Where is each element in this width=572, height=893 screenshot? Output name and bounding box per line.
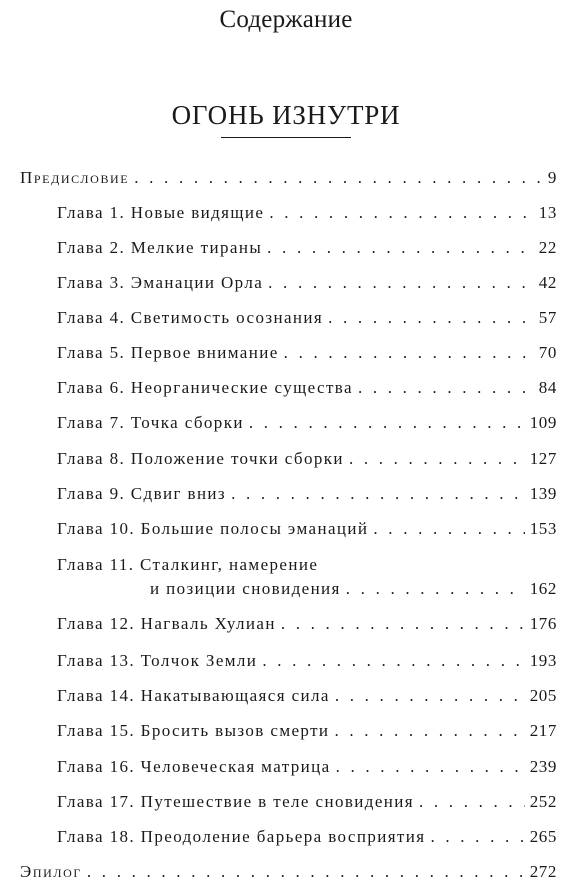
dot-leader: [334, 721, 524, 741]
toc-entry-label: Глава 10. Большие полосы эманаций: [57, 519, 369, 538]
toc-entry-label: Глава 2. Мелкие тираны: [57, 238, 263, 257]
toc-page-number: 265: [529, 827, 557, 846]
dot-leader: [335, 686, 525, 706]
toc-page-number: 109: [529, 413, 557, 432]
toc-page-number: 205: [529, 686, 557, 705]
dot-leader: [430, 827, 524, 847]
toc-page-number: 139: [529, 484, 557, 503]
toc-page-number: 84: [538, 378, 557, 397]
toc-page-number: 70: [538, 343, 557, 362]
toc-entry-label: Глава 13. Толчок Земли: [57, 651, 258, 670]
toc-entry-label: Глава 15. Бросить вызов смерти: [57, 721, 330, 740]
toc-page-number: 13: [538, 203, 557, 222]
toc-page-number: 9: [547, 168, 557, 187]
toc-page-number: 252: [529, 792, 557, 811]
toc-entry-label: Предисловие: [20, 168, 130, 187]
dot-leader: [419, 792, 525, 812]
toc-entry-label: Глава 1. Новые видящие: [57, 203, 265, 222]
toc-entry-label-continued: и позиции сновидения: [150, 579, 341, 598]
toc-entry-label: Глава 3. Эманации Орла: [57, 273, 264, 292]
toc-page-number: 153: [529, 519, 557, 538]
toc-entry-label: Глава 9. Сдвиг вниз: [57, 484, 227, 503]
dot-leader: [284, 343, 534, 363]
toc-entry-label: Глава 6. Неорганические существа: [57, 378, 353, 397]
dot-leader: [328, 308, 534, 328]
toc-page-number: 239: [529, 757, 557, 776]
toc-page-number: 162: [529, 579, 557, 598]
toc-entry-label: Глава 4. Светимость осознания: [57, 308, 324, 327]
dot-leader: [134, 168, 543, 188]
toc-entry-label: Глава 5. Первое внимание: [57, 343, 279, 362]
dot-leader: [336, 757, 525, 777]
dot-leader: [231, 484, 525, 504]
toc-page-number: 176: [529, 614, 557, 633]
dot-leader: [262, 651, 524, 671]
toc-entry-label: Глава 7. Точка сборки: [57, 413, 244, 432]
toc-entry-label: Глава 12. Нагваль Хулиан: [57, 614, 276, 633]
toc-entry-label: Глава 17. Путешествие в теле сновидения: [57, 792, 414, 811]
toc-entry-label: Глава 8. Положение точки сборки: [57, 449, 344, 468]
toc-page-number: 57: [538, 308, 557, 327]
dot-leader: [269, 203, 533, 223]
toc-entry-label: Глава 18. Преодоление барьера восприятия: [57, 827, 426, 846]
toc-page-number: 272: [529, 862, 557, 881]
toc-page-number: 22: [538, 238, 557, 257]
toc-entry-label: Глава 11. Сталкинг, намерение: [57, 555, 319, 574]
dot-leader: [268, 273, 534, 293]
book-title: ОГОНЬ ИЗНУТРИ: [171, 100, 401, 130]
toc-page-number: 42: [538, 273, 557, 292]
dot-leader: [373, 519, 524, 539]
toc-entry-label: Эпилог: [20, 862, 82, 881]
toc-entry-label: Глава 16. Человеческая матрица: [57, 757, 331, 776]
dot-leader: [349, 449, 525, 469]
dot-leader: [281, 614, 525, 634]
toc-page-number: 193: [529, 651, 557, 670]
dot-leader: [346, 579, 525, 599]
toc-page-number: 127: [529, 449, 557, 468]
page-header: Содержание: [219, 6, 353, 33]
toc-entry-label: Глава 14. Накатывающаяся сила: [57, 686, 330, 705]
dot-leader: [267, 238, 534, 258]
dot-leader: [87, 862, 525, 882]
dot-leader: [249, 413, 525, 433]
dot-leader: [358, 378, 534, 398]
toc-page-number: 217: [529, 721, 557, 740]
